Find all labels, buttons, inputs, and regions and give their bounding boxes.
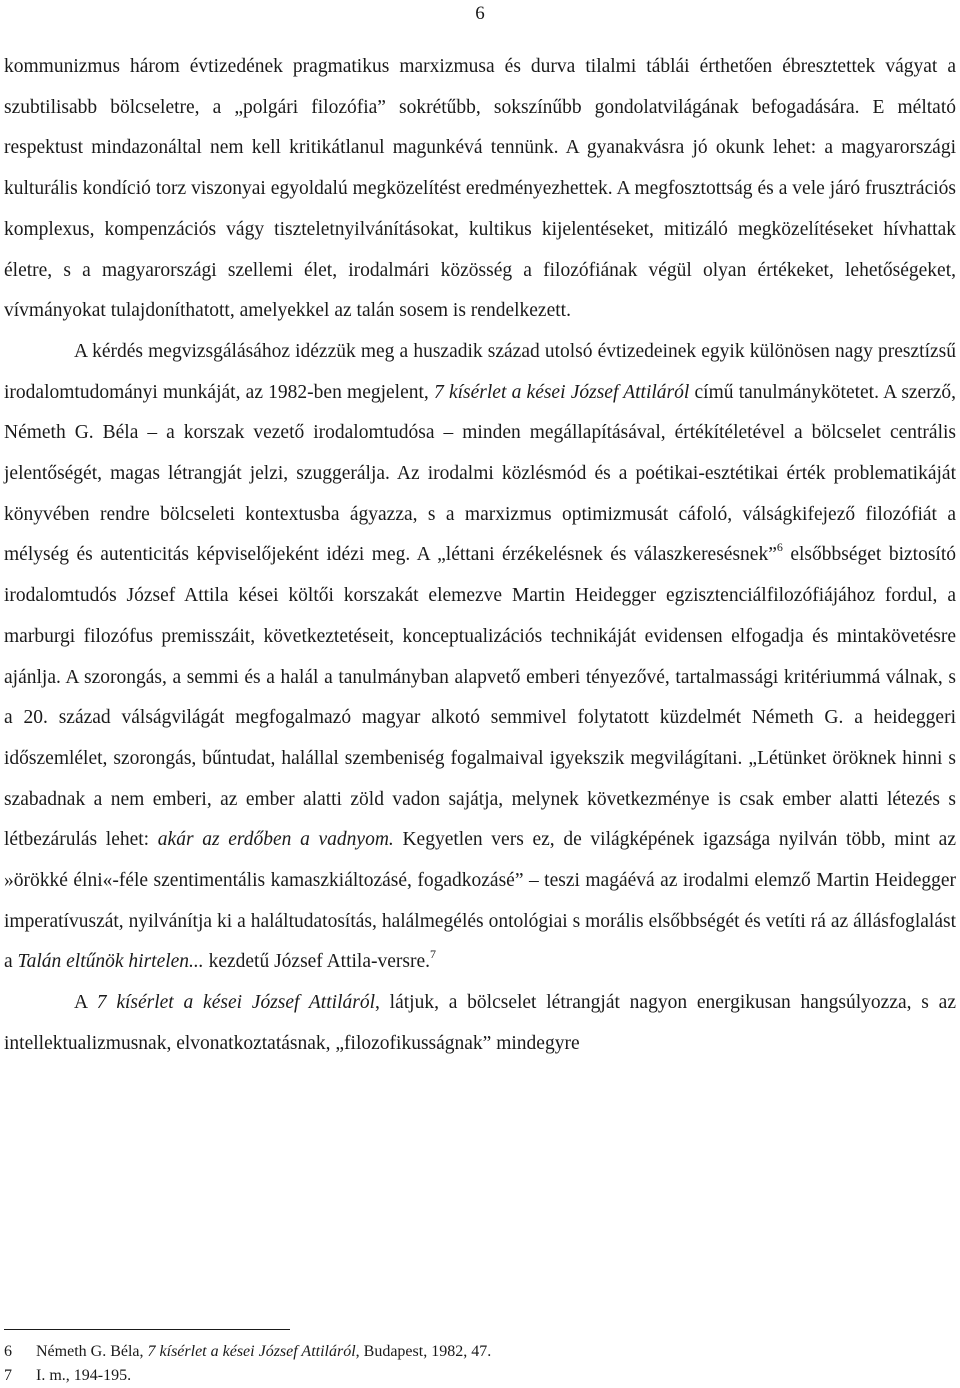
italic-run: 7 kísérlet a kései József Attiláról — [147, 1343, 356, 1360]
italic-run: 7 kísérlet a kései József Attiláról — [96, 992, 375, 1014]
text-run: című tanulmánykötetet. A szerző, Németh G. Béla – a korszak vezető irodalomtudósa – minden megállapításával, értékítéletével a bölcselet centrális jelentőségét, magas létrangját jelzi, szuggerálja. Az irodalmi közlésmód és a poétikai-esztétikai érték problematikáját könyvében rendre bölcseleti kontextusba ágyazza, s a marxizmus optimizmusát cáfoló, válságkifejező filozófiát a mélység és autenticitás képviselőjeként idézi meg. A „léttani érzékelésnek és válaszkeresésnek” — [4, 381, 956, 566]
body-text — [4, 47, 956, 1065]
footnote-text — [36, 1364, 131, 1388]
paragraph — [4, 983, 956, 1064]
text-run: , látjuk, a bölcselet létrangját nagyon energikusan hangsúlyozza, s az intellektualizmusnak, elvonatkoztatásnak, „filozofikusságnak” mindegyre — [4, 992, 956, 1054]
footnote-text — [36, 1340, 491, 1364]
footnotes — [4, 1340, 956, 1388]
text-run: , Budapest, 1982, 47. — [355, 1343, 492, 1360]
page-number: 6 — [475, 3, 485, 24]
footnote-ref: 6 — [776, 540, 783, 555]
footnote-divider — [4, 1329, 290, 1330]
footnote-item — [4, 1340, 956, 1364]
text-run: A kérdés megvizsgálásához idézzük meg a huszadik század utolsó évtizedeinek egyik különösen nagy presztízsű irodalomtudományi munkáját, az 1982-ben megjelent, — [4, 340, 956, 403]
text-run: Németh G. Béla, — [36, 1343, 148, 1360]
italic-run: 7 kísérlet a kései József Attiláról — [434, 381, 690, 403]
text-run: kommunizmus három évtizedének pragmatikus marxizmusa és durva tilalmi táblái érthetően ébresztettek vágyat a szubtilisabb bölcseletre, a „polgári filozófia” sokrétűbb, sokszínűbb gondolatvilágának befogadására. E méltató respektust mindazonáltal nem kell kritikátlanul magunkévá tennünk. A gyanakvásra jó okunk lehet: a magyarországi kulturális kondíció torz viszonyai egyoldalú megközelítést eredményezhettek. A megfosztottság és a vele járó frusztrációs komplexus, kompenzációs vágy tiszteletnyilvánításokat, kultikus kijelentéseket, mitizáló megközelítéseket hívhattak életre, s a magyarországi szellemi élet, irodalmári közösség a filozófiának végül olyan értékeket, lehetőségeket, vívmányokat tulajdoníthatott, amelyekkel az talán sosem is rendelkezett. — [4, 56, 956, 322]
text-run: Kegyetlen vers ez, de világképének igazsága nyilván több, mint az »örökké élni«-féle szentimentális kamaszkiáltozásé, fogadkozásé” – teszi magáévá az irodalmi elemző Martin Heidegger imperatívuszát, nyilvánítja ki a haláltudatosítás, halálmegélés ontológiai s morális elsőbbségét és vetíti rá az állásfoglalást a — [4, 829, 956, 973]
paragraph — [4, 47, 956, 332]
paragraph — [4, 332, 956, 983]
italic-run: Talán eltűnök hirtelen... — [17, 951, 204, 973]
italic-run: akár az erdőben a vadnyom. — [157, 829, 394, 851]
text-run: A — [74, 992, 97, 1014]
footnote-number: 6 — [4, 1343, 12, 1360]
footnote-ref: 7 — [430, 947, 437, 962]
text-run: elsőbbséget biztosító irodalomtudós József Attila kései költői korszakát elemezve Martin Heidegger egzisztenciálfilozófiájához fordul, a marburgi filozófus premisszáit, következtetéseit, konceptualizációs technikáját evidensen elfogadja és mintakövetésre ajánlja. A szorongás, a semmi és a halál a tanulmányban alapvető emberi tényezővé, tartalmassági kritériummá válnak, s a 20. század válságvilágát megfogalmazó magyar alkotó semmivel folytatott küzdelmét Németh G. a heideggeri időszemlélet, szorongás, bűntudat, halállal szembeniség fogalmaival igyekszik megvilágítani. „Létünket öröknek hinni s szabadnak a nem emberi, az ember alatti zöld vadon sajátja, melynek következménye is csak ember alatti létezés s létbezárulás lehet: — [4, 544, 956, 851]
footnote-item — [4, 1364, 956, 1388]
text-run: kezdetű József Attila-versre. — [203, 951, 431, 973]
footnote-number: 7 — [4, 1367, 12, 1384]
text-run: I. m., 194-195. — [36, 1367, 132, 1384]
